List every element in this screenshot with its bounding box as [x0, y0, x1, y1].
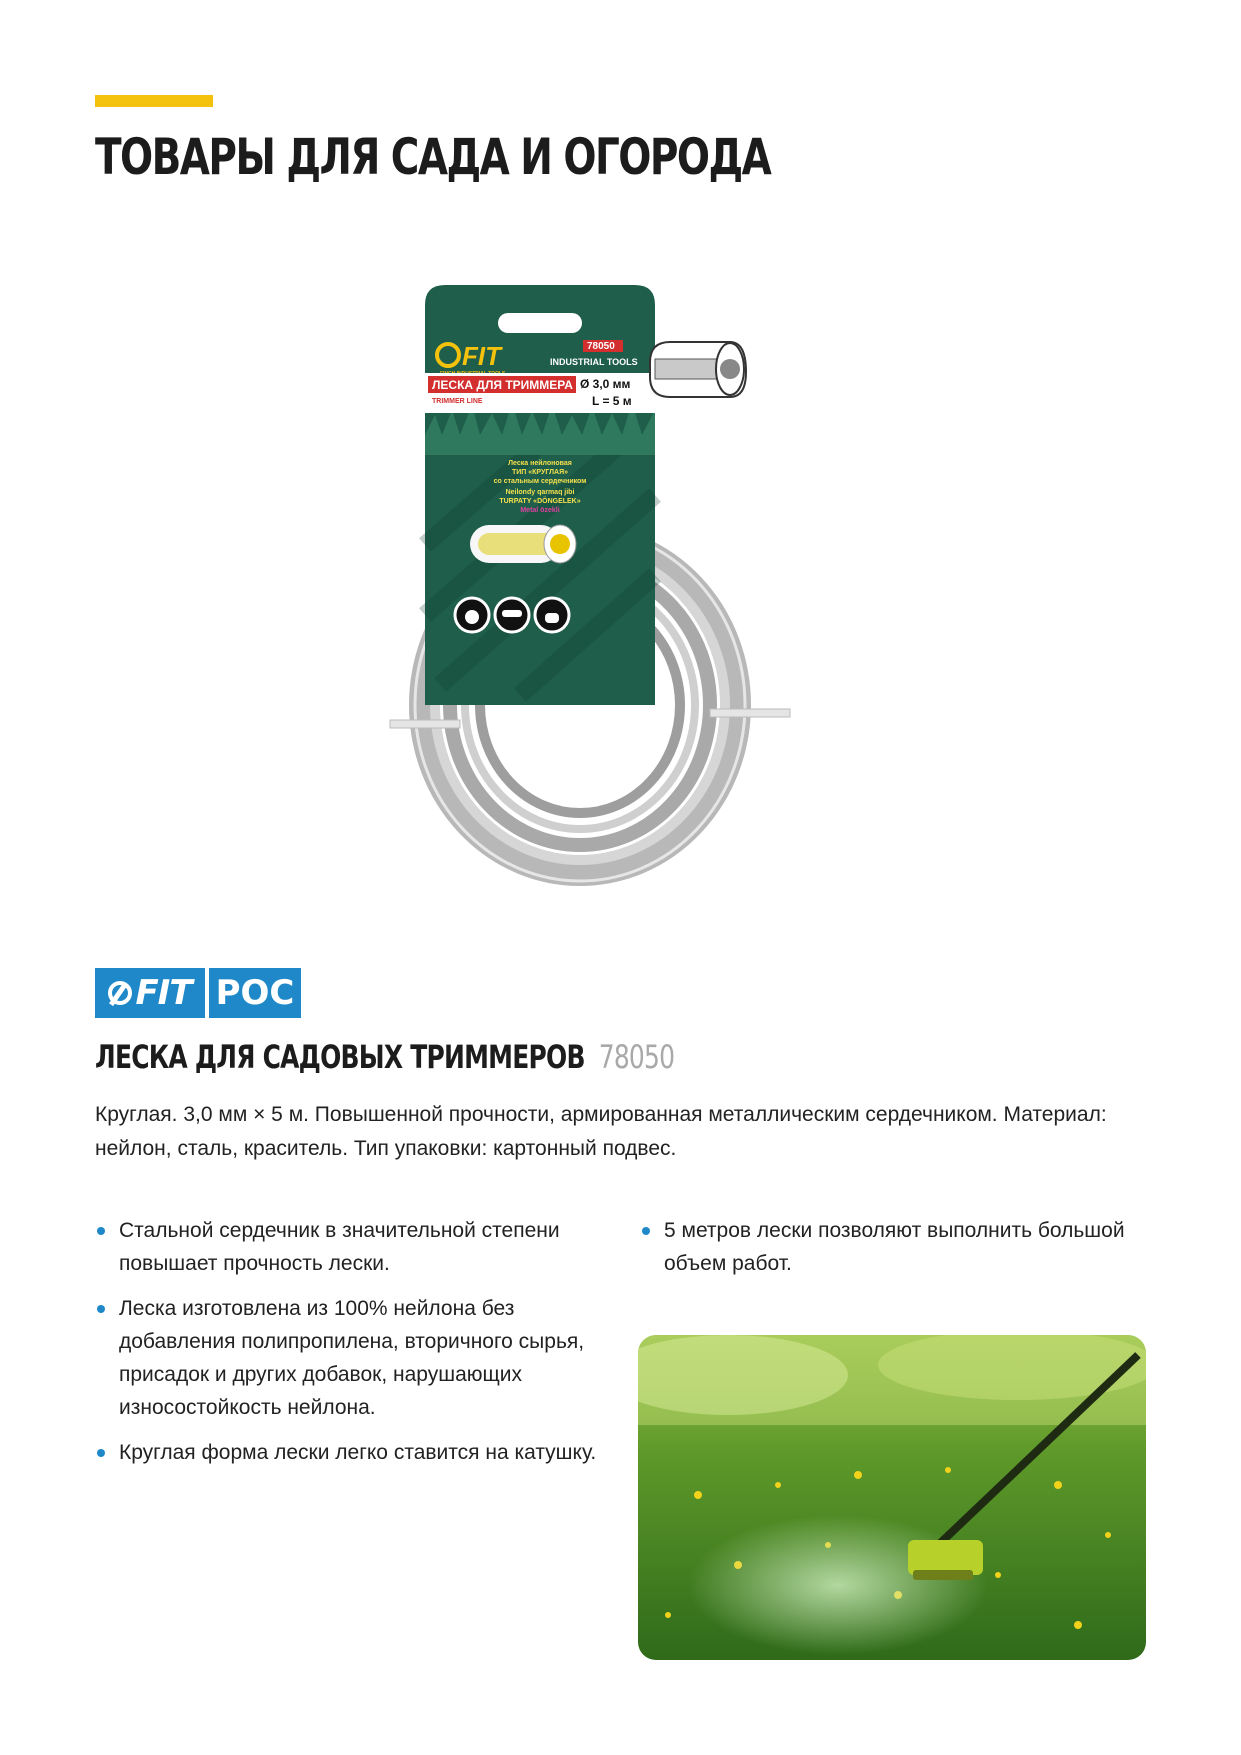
package-desc-5: TURPATY «DÖNGELEK»: [499, 498, 581, 505]
package-desc-1: Леска нейлоновая: [508, 460, 572, 467]
bullet-icon: [97, 1305, 105, 1313]
brand-badges: [95, 968, 301, 1018]
feature-item: Стальной сердечник в значительной степени повышает прочность лески.: [95, 1214, 615, 1280]
bullet-icon: [642, 1227, 650, 1235]
product-description: Круглая. 3,0 мм × 5 м. Повышенной прочности, армированная металлическим сердечником. Материал: нейлон, сталь, краситель. Тип упаковки: картонный подвес.: [95, 1103, 1107, 1160]
package-article: 78050: [587, 341, 615, 352]
package-desc-3: со стальным сердечником: [493, 478, 587, 485]
package-length: L = 5 м: [592, 394, 632, 408]
package-product-en: TRIMMER LINE: [432, 398, 483, 405]
features-list-right: [640, 1214, 1140, 1292]
fit-logo-icon: [108, 981, 132, 1005]
fit-brand-label: FIT: [135, 973, 192, 1013]
package-desc-4: Neilondy qarmaq jibi: [505, 489, 575, 496]
product-title: [95, 1038, 674, 1076]
roc-brand-label: РОС: [215, 973, 295, 1013]
section-title: ТОВАРЫ ДЛЯ САДА И ОГОРОДА: [95, 128, 771, 186]
features-list-left: [95, 1214, 615, 1481]
bullet-icon: [97, 1227, 105, 1235]
trimmer-photo: [638, 1335, 1146, 1660]
cross-section-card: [470, 525, 576, 563]
feature-item: Круглая форма лески легко ставится на катушку.: [95, 1436, 615, 1469]
package-brand: FIT: [462, 341, 501, 371]
bullet-icon: [97, 1449, 105, 1457]
package-diameter: Ø 3,0 мм: [580, 377, 631, 391]
product-code: 78050: [598, 1038, 675, 1076]
package-industrial: INDUSTRIAL TOOLS: [550, 357, 638, 367]
cross-section-side: [650, 342, 746, 397]
package-desc-6: Metal özekli: [520, 507, 560, 514]
package-desc-2: ТИП «КРУГЛАЯ»: [511, 469, 569, 476]
product-image: [380, 285, 860, 905]
package-product-ru: ЛЕСКА ДЛЯ ТРИММЕРА: [432, 378, 573, 392]
feature-item: 5 метров лески позволяют выполнить большой объем работ.: [640, 1214, 1140, 1280]
fit-brand-badge: [95, 968, 205, 1018]
safety-icons: [455, 598, 569, 632]
product-name: ЛЕСКА ДЛЯ САДОВЫХ ТРИММЕРОВ: [95, 1038, 585, 1076]
roc-brand-badge: [209, 968, 301, 1018]
accent-bar: [95, 95, 213, 107]
feature-item: Леска изготовлена из 100% нейлона без добавления полипропилена, вторичного сырья, присадок и других добавок, нарушающих износостойкость нейлона.: [95, 1292, 615, 1424]
